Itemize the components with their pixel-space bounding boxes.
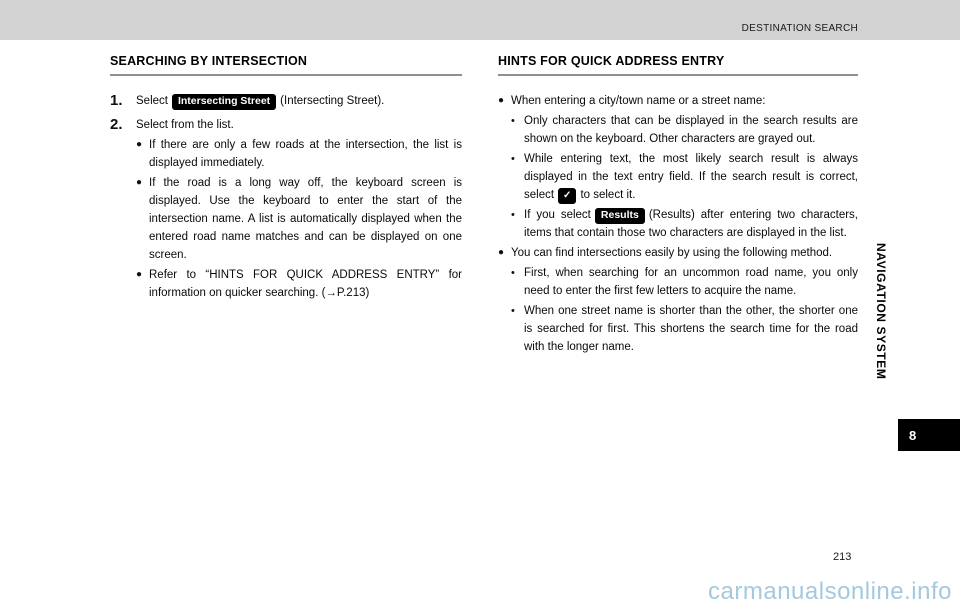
list-item — [136, 174, 462, 264]
bullet-text: Refer to “HINTS FOR QUICK ADDRESS ENTRY” for information on quicker searching. (→P.213) — [149, 269, 462, 299]
header-bar — [0, 0, 960, 40]
bullet-text — [524, 150, 858, 204]
bullet-marker: • — [511, 153, 515, 165]
step-1 — [110, 92, 462, 110]
header-title: DESTINATION SEARCH — [741, 23, 858, 34]
watermark-text: carmanualsonline.info — [708, 578, 952, 605]
bullet-marker: ● — [136, 139, 143, 150]
list-subitem — [511, 112, 858, 148]
list-item — [498, 92, 858, 110]
section-heading-left: SEARCHING BY INTERSECTION — [110, 54, 462, 76]
list-item — [136, 136, 462, 172]
bullet-marker: ● — [136, 269, 143, 280]
step-1-number: 1. — [110, 92, 123, 109]
step-2 — [110, 116, 462, 134]
bullet-text: When entering a city/town name or a street name: — [511, 95, 766, 107]
subitem-text-post: to select it. — [580, 189, 636, 201]
list-item — [136, 266, 462, 302]
bullet-text: You can find intersections easily by using the following method. — [511, 247, 833, 259]
bullet-marker: • — [511, 115, 515, 127]
bullet-text: First, when searching for an uncommon road name, you only need to enter the first few letters to acquire the name. — [524, 267, 858, 297]
list-subitem — [511, 302, 858, 356]
bullet-marker: • — [511, 267, 515, 279]
results-button: Results — [595, 208, 645, 224]
bullet-marker: ● — [498, 247, 505, 258]
step-1-text — [136, 92, 462, 110]
chapter-number: 8 — [909, 427, 917, 443]
left-column — [110, 54, 462, 302]
bullet-marker: • — [511, 209, 515, 221]
section-heading-right: HINTS FOR QUICK ADDRESS ENTRY — [498, 54, 858, 76]
subitem-text-post: (Results) after entering two characters, items that contain those two characters are displayed in the list. — [524, 209, 858, 239]
page-number: 213 — [833, 551, 852, 563]
bullet-text: When one street name is shorter than the other, the shorter one is searched for first. This shortens the search time for the road with the longer name. — [524, 305, 858, 353]
check-button: ✓ — [558, 188, 576, 204]
bullet-marker: ● — [136, 177, 143, 188]
subitem-text-pre: If you select — [524, 209, 591, 221]
list-subitem — [511, 264, 858, 300]
bullet-text: If there are only a few roads at the intersection, the list is displayed immediately. — [149, 139, 462, 169]
right-column — [498, 54, 858, 356]
bullet-text — [524, 206, 858, 242]
step-1-text-post: (Intersecting Street). — [280, 95, 385, 107]
step-2-text: Select from the list. — [136, 119, 234, 131]
intersecting-street-button: Intersecting Street — [172, 94, 276, 110]
subitem-text-pre: While entering text, the most likely search result is always displayed in the text entry field. If the search result is correct, select — [524, 153, 858, 201]
chapter-vertical-label: NAVIGATION SYSTEM — [874, 243, 888, 380]
list-subitem — [511, 150, 858, 204]
step-2-number: 2. — [110, 116, 123, 133]
step-1-text-pre: Select — [136, 95, 168, 107]
chapter-tab — [898, 419, 960, 451]
list-subitem — [511, 206, 858, 242]
bullet-marker: ● — [498, 95, 505, 106]
bullet-text: Only characters that can be displayed in the search results are shown on the keyboard. Other characters are grayed out. — [524, 115, 858, 145]
bullet-marker: • — [511, 305, 515, 317]
bullet-text: If the road is a long way off, the keyboard screen is displayed. Use the keyboard to enter the start of the intersection name. A list is automatically displayed when the entered road name matches and can be displayed on one screen. — [149, 177, 462, 261]
list-item — [498, 244, 858, 262]
